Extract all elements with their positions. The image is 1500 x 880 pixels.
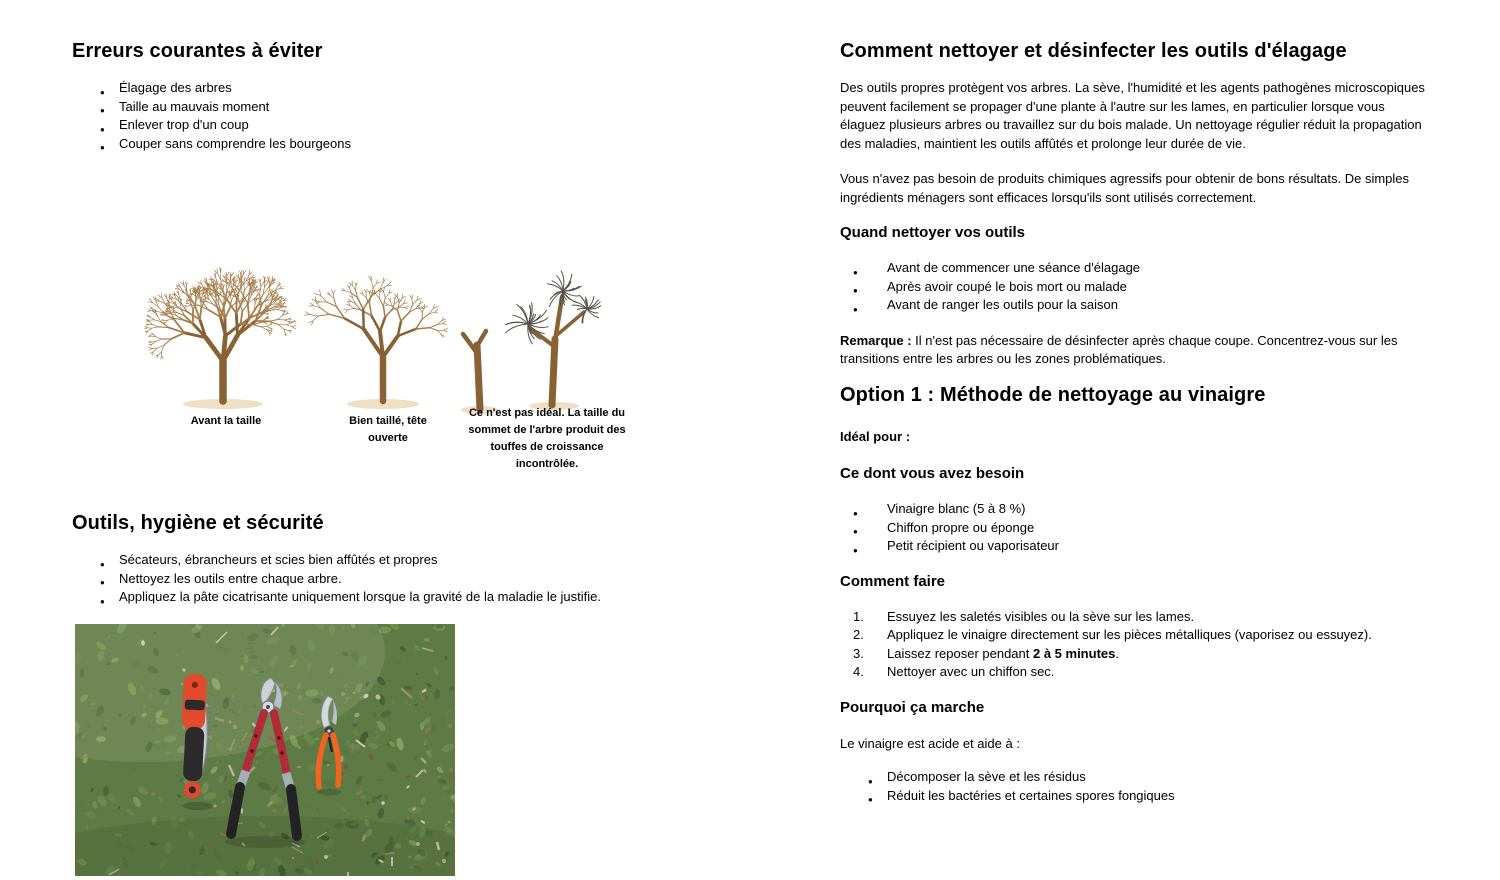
remark-paragraph [840,332,1432,369]
heading-option-1: Option 1 : Méthode de nettoyage au vinaigre [840,383,1266,406]
list-item: ● Décomposer la sève et les résidus [840,768,1432,787]
heading-outils-hygiene: Outils, hygiène et sécurité [72,512,324,534]
list-item: ● Enlever trop d'un coup [72,116,682,135]
remark-label: Remarque : [840,332,912,348]
heading-comment-faire: Comment faire [840,572,946,590]
figure-caption-before: Avant la taille [190,415,262,427]
tools-list [72,551,682,607]
list-item: ● Chiffon propre ou éponge [840,519,1432,538]
step-item: Laissez reposer pendant 2 à 5 minutes. [887,645,1119,661]
list-item: ● Petit récipient ou vaporisateur [840,537,1432,556]
step-item: Appliquez le vinaigre directement sur les pièces métalliques (vaporisez ou essuyez). [887,627,1372,642]
heading-quand-nettoyer: Quand nettoyer vos outils [840,224,1026,241]
heading-ce-dont-besoin: Ce dont vous avez besoin [840,465,1025,482]
step-item: Essuyez les saletés visibles ou la sève sur les lames. [887,608,1195,624]
why-list [840,768,1432,805]
list-item: ● Avant de commencer une séance d'élagage [840,259,1432,278]
errors-list [72,79,682,153]
step-bold-duration: 2 à 5 minutes [1032,645,1116,661]
list-item: ● Vinaigre blanc (5 à 8 %) [840,500,1432,519]
figure-caption-good: Bien taillé, tête ouverte [349,415,427,444]
list-item: ● Réduit les bactéries et certaines spores fongiques [840,787,1432,806]
tools-photo-image [75,624,455,876]
remark-text: Il n'est pas nécessaire de désinfecter après chaque coupe. Concentrez-vous sur les transitions entre les arbres ou les zones problématiques. [840,332,1398,366]
list-item: ● Élagage des arbres [72,79,682,98]
right-column [840,40,1432,822]
tools-photo [75,624,455,876]
why-intro: Le vinaigre est acide et aide à : [840,735,1020,751]
when-list [840,259,1432,315]
steps-list [840,608,1432,682]
figure-caption-bad: Ce n'est pas idéal. La taille du sommet de l'arbre produit des touffes de croissance incontrôlée. [468,407,626,470]
list-item: ● Après avoir coupé le bois mort ou malade [840,278,1432,297]
list-item: ● Nettoyez les outils entre chaque arbre. [72,570,682,589]
list-item: ● Appliquez la pâte cicatrisante uniquement lorsque la gravité de la maladie le justifie. [72,588,682,607]
list-item: ● Sécateurs, ébrancheurs et scies bien affûtés et propres [72,551,682,570]
intro-paragraph-1: Des outils propres protègent vos arbres. La sève, l'humidité et les agents pathogènes microscopiques peuvent facilement se propager d'une plante à l'autre sur les lames, en particulier lorsque vous élaguez plusieurs arbres ou travaillez sur du bois malade. Un nettoyage régulier réduit la propagation des maladies, maintient les outils affûtés et prolonge leur durée de vie. [840,80,1425,151]
left-column [72,40,682,876]
ideal-pour-label: Idéal pour : [840,428,911,444]
pruning-diagram-image [128,185,626,480]
heading-pourquoi-ca-marche: Pourquoi ça marche [840,698,985,716]
list-item: ● Taille au mauvais moment [72,98,682,117]
intro-paragraph-2: Vous n'avez pas besoin de produits chimiques agressifs pour obtenir de bons résultats. De simples ingrédients ménagers sont efficaces lorsqu'ils sont utilisés correctement. [840,171,1410,205]
heading-comment-nettoyer: Comment nettoyer et désinfecter les outils d'élagage [840,40,1347,62]
heading-erreurs-courantes: Erreurs courantes à éviter [72,40,323,62]
step-item: Nettoyer avec un chiffon sec. [887,664,1055,679]
tree-illustration [128,185,610,417]
list-item: ● Avant de ranger les outils pour la saison [840,296,1432,315]
need-list [840,500,1432,556]
list-item: ● Couper sans comprendre les bourgeons [72,135,682,154]
